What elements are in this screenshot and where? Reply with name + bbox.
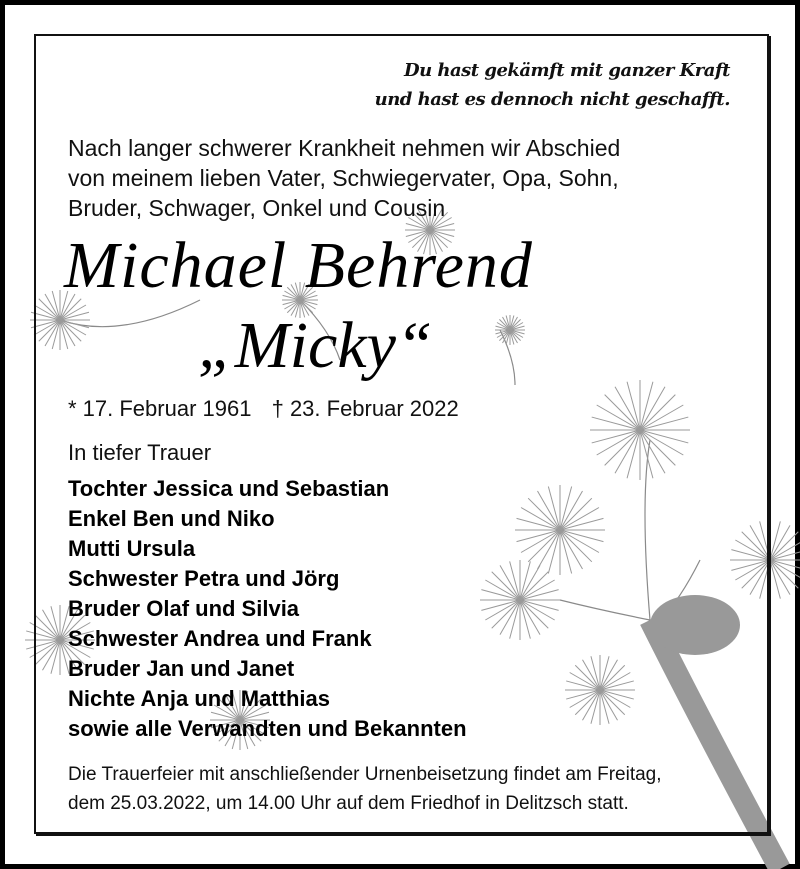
intro-text (68, 133, 620, 223)
family-member: Bruder Jan und Janet (68, 656, 295, 681)
deceased-nickname: „Micky“ (198, 309, 433, 382)
family-member: Schwester Andrea und Frank (68, 626, 372, 651)
family-member: Nichte Anja und Matthias (68, 686, 330, 711)
birth-date: * 17. Februar 1961 (68, 396, 252, 421)
family-member: Mutti Ursula (68, 536, 196, 561)
deceased-name: Michael Behrend (64, 229, 533, 302)
intro-line: Bruder, Schwager, Onkel und Cousin (68, 195, 446, 221)
funeral-info-line: Die Trauerfeier mit anschließender Urnenbeisetzung findet am Freitag, (68, 764, 662, 785)
family-member: Tochter Jessica und Sebastian (68, 476, 390, 501)
memorial-quote (375, 56, 730, 114)
family-member: Schwester Petra und Jörg (68, 566, 340, 591)
death-date: † 23. Februar 2022 (271, 396, 459, 421)
intro-line: Nach langer schwerer Krankheit nehmen wir Abschied (68, 135, 621, 161)
funeral-info (68, 760, 662, 818)
family-member: Bruder Olaf und Silvia (68, 596, 300, 621)
quote-line: Du hast gekämft mit ganzer Kraft (403, 60, 730, 81)
intro-line: von meinem lieben Vater, Schwiegervater, Opa, Sohn, (68, 165, 619, 191)
family-member: sowie alle Verwandten und Bekannten (68, 716, 467, 741)
mourning-label: In tiefer Trauer (68, 440, 212, 465)
family-list (68, 474, 467, 744)
family-member: Enkel Ben und Niko (68, 506, 275, 531)
quote-line: und hast es dennoch nicht geschafft. (374, 89, 730, 110)
life-dates (68, 396, 473, 422)
funeral-info-line: dem 25.03.2022, um 14.00 Uhr auf dem Friedhof in Delitzsch statt. (68, 793, 629, 814)
